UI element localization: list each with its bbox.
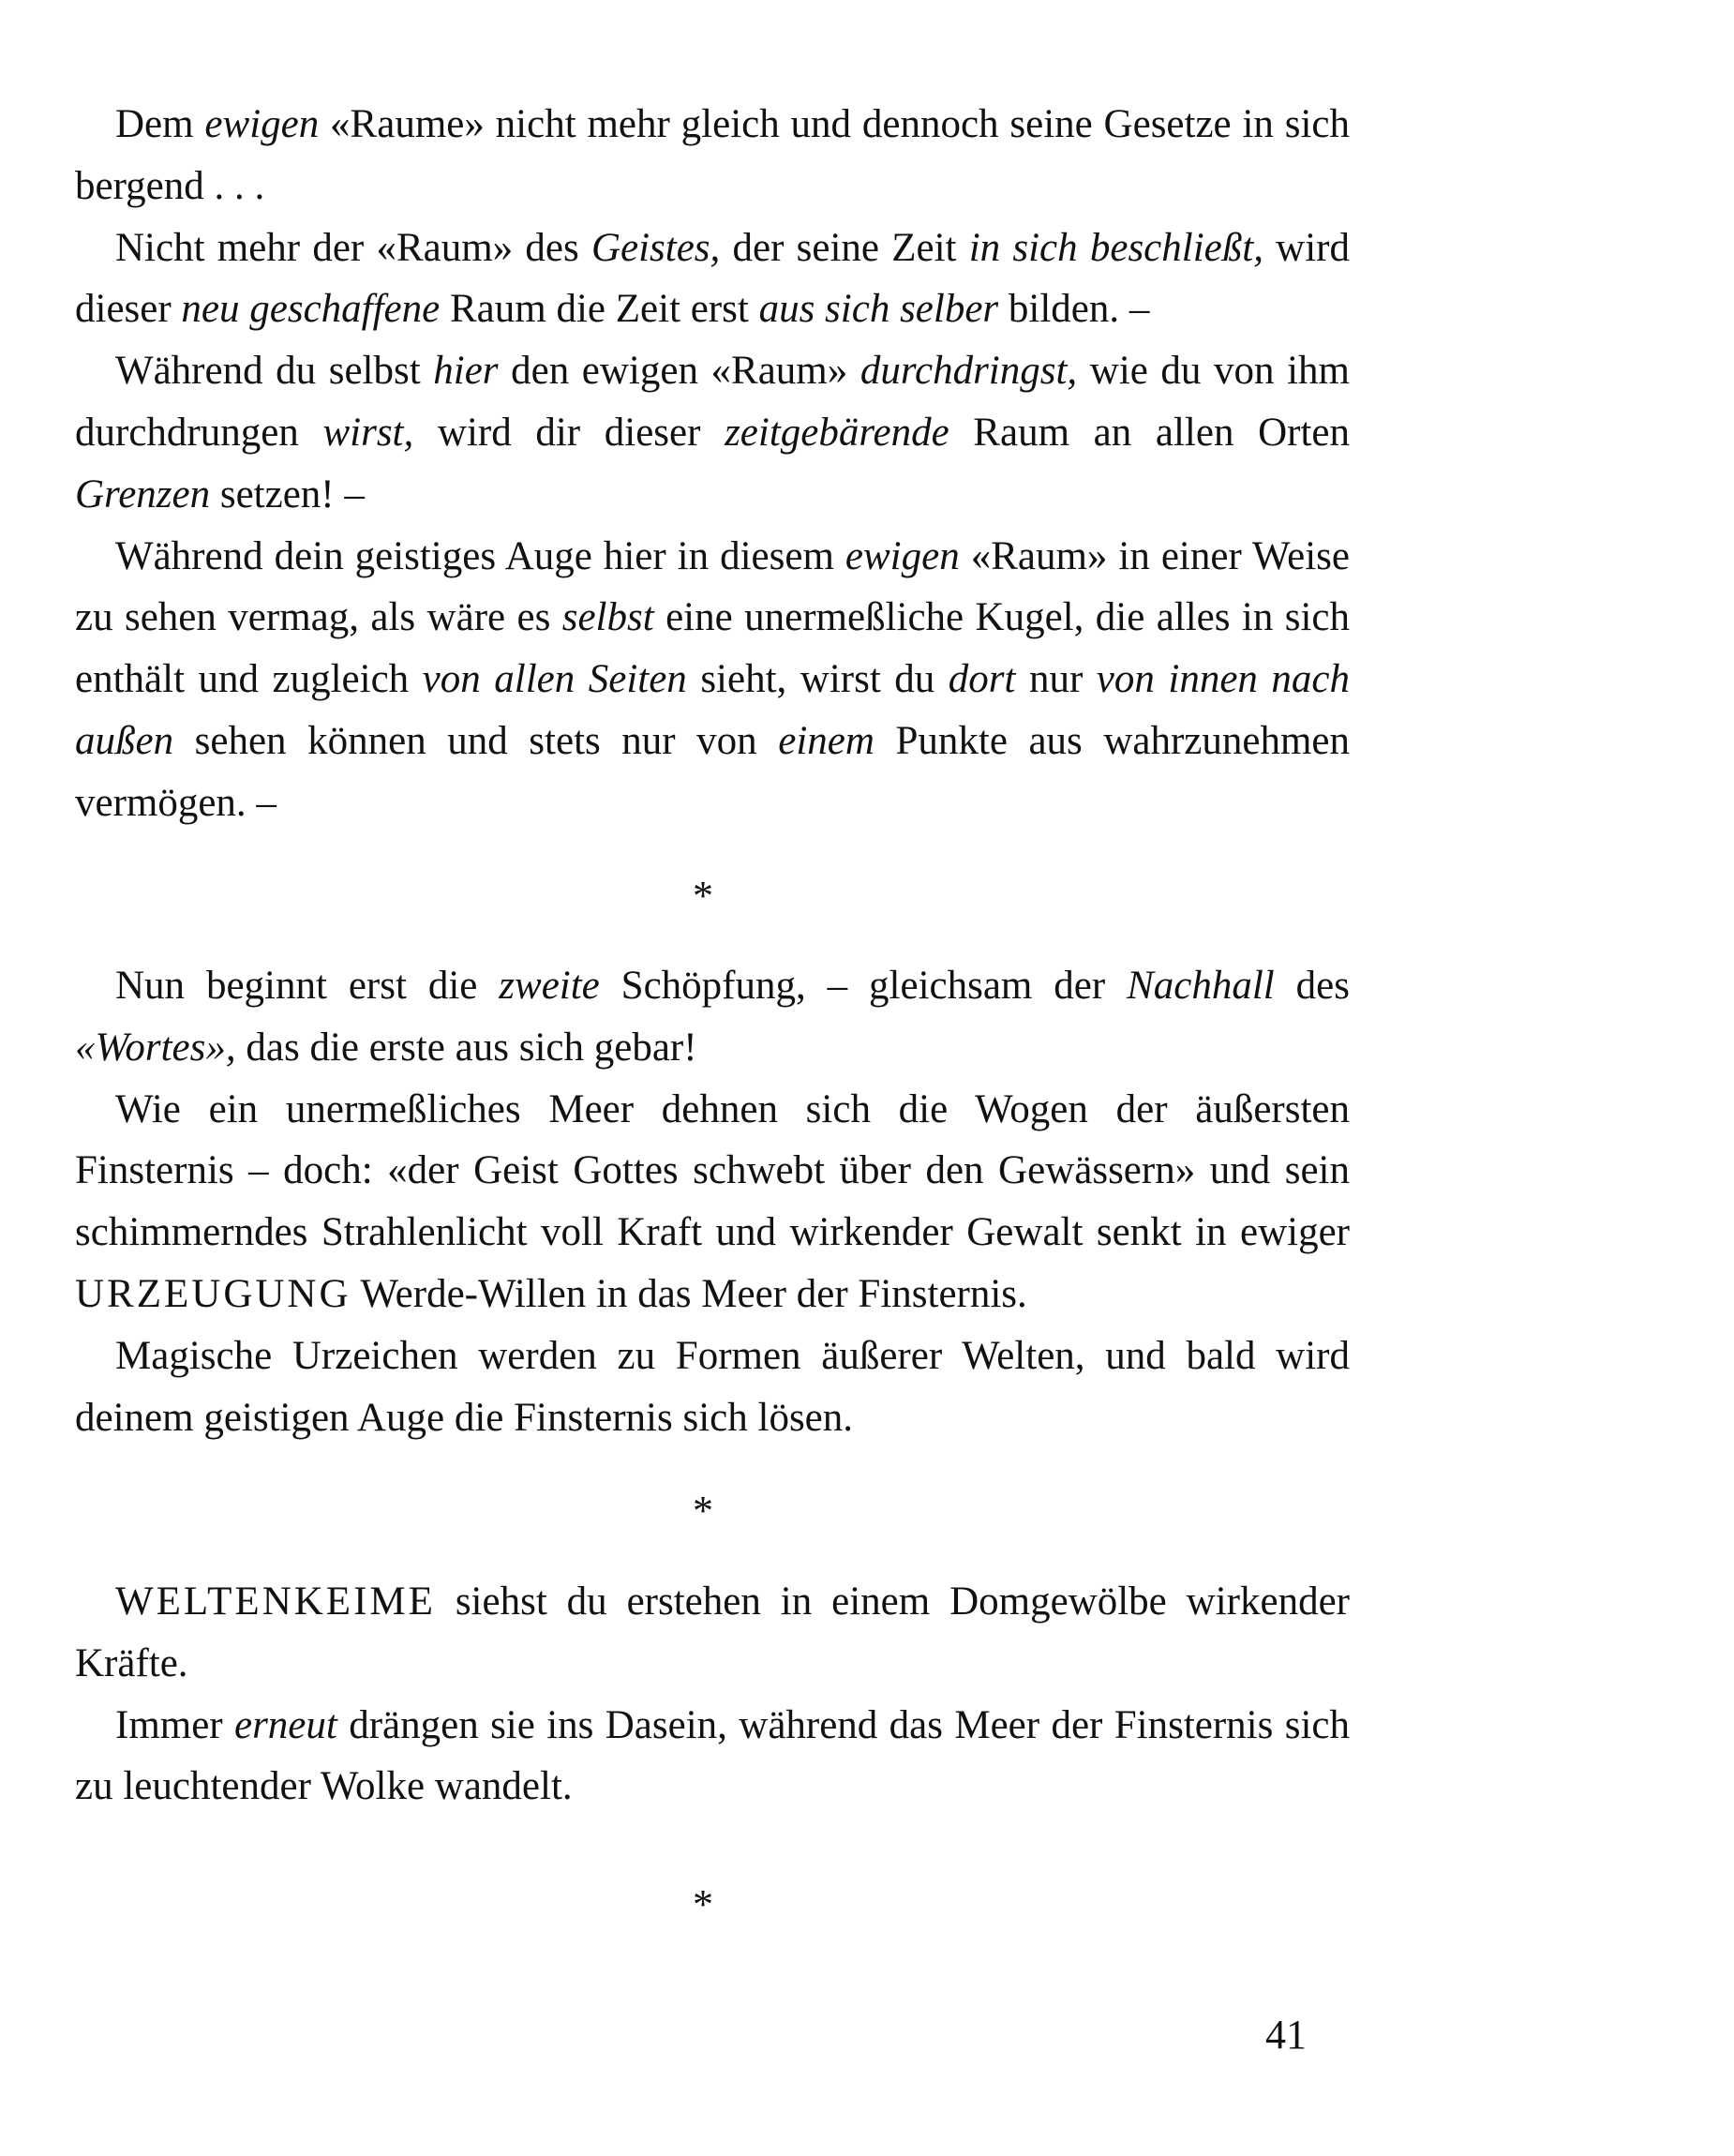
- text-section-3: [75, 1571, 1350, 1818]
- text-run: Punkte aus wahrzunehmen vermögen. –: [75, 718, 1350, 825]
- spaced-caps-text: URZEUGUNG: [75, 1271, 351, 1316]
- paragraph: [75, 94, 1350, 217]
- text-run: das die erste aus sich gebar!: [235, 1025, 697, 1070]
- emphasis-text: Geistes,: [590, 225, 721, 270]
- text-run: Wie ein unermeßliches Meer dehnen sich die Wogen der äußersten Finsternis – doch: «der Geist Gottes schwebt über den Gewässern» und sein schimmerndes Strahlenlicht voll Kraft und wirkender Gewalt senkt in ewiger: [75, 1086, 1350, 1255]
- text-run: bilden. –: [998, 287, 1150, 332]
- text-run: nur: [1015, 657, 1097, 702]
- emphasis-text: neu geschaffene: [181, 287, 441, 332]
- text-run: sieht, wirst du: [686, 657, 949, 702]
- text-run: setzen! –: [210, 472, 365, 517]
- paragraph: [75, 1325, 1350, 1449]
- text-run: wird dir dieser: [413, 410, 725, 455]
- paragraph: [75, 526, 1350, 834]
- text-run: siehst du erstehen in einem Domgewölbe wirkender Kräfte.: [75, 1580, 1350, 1685]
- emphasis-text: erneut: [233, 1702, 337, 1747]
- text-run: drängen sie ins Dasein, während das Meer der Finsternis sich zu leuchtender Wolke wandelt.: [75, 1702, 1350, 1809]
- text-run: «Raum» in einer Weise zu sehen vermag, als wäre es: [75, 533, 1350, 640]
- emphasis-text: in sich beschließt,: [968, 225, 1263, 270]
- emphasis-text: ewigen: [845, 533, 960, 578]
- text-run: Nicht mehr der «Raum» des: [115, 225, 591, 270]
- text-run: wie du von ihm durchdrungen: [75, 349, 1350, 455]
- text-run: der seine Zeit: [720, 225, 969, 270]
- text-run: Immer: [115, 1702, 234, 1747]
- text-run: Magische Urzeichen werden zu Formen äußerer Welten, und bald wird deinem geistigen Auge die Finsternis sich lösen.: [75, 1333, 1350, 1440]
- emphasis-text: selbst: [561, 595, 654, 640]
- emphasis-text: von allen Seiten: [422, 657, 687, 702]
- text-section-2: [75, 955, 1350, 1448]
- page-number: 41: [1265, 2012, 1307, 2058]
- text-run: eine unermeßliche Kugel, die alles in sich enthält und zugleich: [75, 595, 1351, 702]
- paragraph: [75, 1571, 1350, 1695]
- text-run: Dem: [115, 102, 205, 146]
- text-run: Werde-Willen in das Meer der Finsternis.: [351, 1271, 1027, 1316]
- paragraph: [75, 340, 1350, 525]
- text-run: Schöpfung, – gleichsam der: [599, 964, 1128, 1008]
- text-run: des: [1274, 964, 1350, 1008]
- section-separator-1: *: [693, 873, 713, 919]
- paragraph: [75, 955, 1350, 1079]
- text-run: Raum an allen Orten: [949, 410, 1350, 455]
- emphasis-text: einem: [778, 718, 874, 763]
- emphasis-text: von innen nach außen: [75, 657, 1350, 763]
- emphasis-text: zweite: [499, 964, 600, 1008]
- text-run: sehen können und stets nur von: [173, 718, 779, 763]
- text-run: wird dieser: [75, 225, 1350, 332]
- text-run: Nun beginnt erst die: [115, 964, 500, 1008]
- section-separator-3: *: [693, 1881, 713, 1927]
- emphasis-text: wirst,: [322, 410, 414, 455]
- text-run: den ewigen «Raum»: [498, 349, 860, 394]
- emphasis-text: «Wortes»,: [75, 1025, 236, 1070]
- emphasis-text: Nachhall: [1127, 964, 1275, 1008]
- emphasis-text: durchdringst,: [860, 349, 1078, 394]
- text-run: Während dein geistiges Auge hier in diesem: [115, 533, 845, 578]
- emphasis-text: aus sich selber: [758, 287, 999, 332]
- emphasis-text: hier: [433, 349, 499, 394]
- text-run: Raum die Zeit erst: [440, 287, 759, 332]
- spaced-caps-text: WELTENKEIME: [115, 1580, 436, 1624]
- paragraph: [75, 1695, 1350, 1819]
- emphasis-text: dort: [948, 657, 1016, 702]
- section-separator-2: *: [693, 1488, 713, 1534]
- emphasis-text: zeitgebärende: [725, 410, 949, 455]
- text-section-1: [75, 94, 1350, 834]
- text-run: «Raume» nicht mehr gleich und dennoch seine Gesetze in sich bergend . . .: [75, 102, 1350, 208]
- emphasis-text: Grenzen: [75, 472, 211, 517]
- paragraph: [75, 1079, 1350, 1325]
- text-run: Während du selbst: [115, 349, 434, 394]
- emphasis-text: ewigen: [204, 102, 320, 146]
- paragraph: [75, 217, 1350, 341]
